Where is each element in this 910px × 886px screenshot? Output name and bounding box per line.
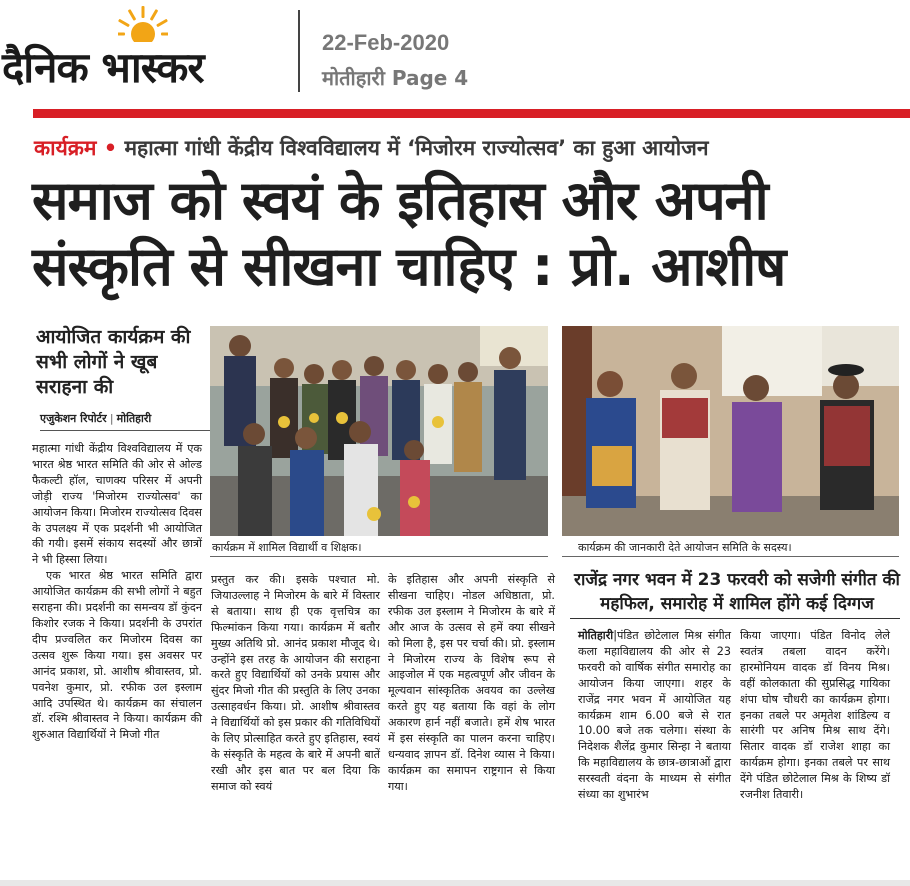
masthead-red-bar: [33, 109, 910, 118]
byline-separator: |: [109, 412, 114, 425]
page-bottom-strip: [0, 880, 910, 886]
story1-column-2: [211, 572, 380, 795]
story2-column-2: [740, 628, 890, 803]
photo-committee-illustration: [562, 326, 899, 536]
story1-paragraph: एक भारत श्रेष्ठ भारत समिति द्वारा आयोजित कार्यक्रम की सभी लोगों ने बहुत सराहना की। प्रदर्शनी का समन्वय डॉ कुंदन किशोर रजक ने किया। प्रदर्शनी के उपरांत दीप प्रज्वलित कर मिजोरम दिवस का उत्सव शुरू किया गया। इस अवसर पर आनंद प्रकाश, प्रो. आशीष श्रीवास्तव, प्रो. पवनेश कुमार, प्रो. रफीक उल इस्लाम आदि उपस्थित थे। कार्यक्रम का संचालन डॉ. रश्मि श्रीवास्तव ने किया। कार्यक्रम की शुरुआत विद्यार्थियों ने मिजो गीत: [32, 569, 202, 742]
caption-rule: [210, 556, 548, 557]
kicker-dot: •: [103, 136, 118, 160]
photo2-caption: कार्यक्रम की जानकारी देते आयोजन समिति के सदस्य।: [578, 541, 792, 554]
photo-organizing-committee: [562, 326, 899, 536]
photo1-caption: कार्यक्रम में शामिल विद्यार्थी व शिक्षक।: [212, 541, 362, 554]
story1-column-3: [388, 572, 555, 795]
masthead-divider: [298, 10, 300, 92]
story2-paragraph: किया जाएगा। पंडित विनोद लेले स्वतंत्र तबला वादन करेंगे। हारमोनियम वादक डॉ विनय मिश्र। वहीं कोलकाता की सुप्रसिद्ध गायिका शंपा घोष चौधरी का कार्यक्रम होगा। इनका तबले पर अमृतेश शांडिल्य व सारंगी पर अनिष मिश्र साथ देंगे। सितार वादक डॉ राजेश शाहा का कार्यक्रम होगा। इनका तबले पर साथ देंगे पंडित छोटेलाल मिश्र के शिष्य डॉ रजनीश तिवारी।: [740, 629, 890, 802]
headline-line-2: संस्कृति से सीखना चाहिए : प्रो. आशीष: [32, 235, 786, 298]
edition-date: 22-Feb-2020: [322, 30, 450, 55]
story2-paragraph: पंडित छोटेलाल मिश्र संगीत कला महाविद्यालय की ओर से 23 फरवरी को वार्षिक संगीत समारोह का आयोजन किया जाएगा। शहर के राजेंद्र नगर भवन में आयोजित यह कार्यक्रम शाम 6.00 बजे से रात 10.00 बजे तक चलेगा। संस्था के निदेशक शैलेंद्र कुमार सिन्हा ने बताया कि महाविद्यालय के छात्र-छात्राओं द्वारा सरस्वती वंदना के माध्यम से संगीत संध्या का शुभारंभ: [578, 629, 731, 802]
headline-line-1: समाज को स्वयं के इतिहास और अपनी: [32, 169, 768, 232]
photo-students-illustration: [210, 326, 548, 536]
caption-rule: [562, 556, 899, 557]
story2-rule: [570, 618, 900, 619]
kicker-label: कार्यक्रम: [34, 136, 97, 160]
story1-paragraph: प्रस्तुत कर की। इसके पश्चात मो. जियाउल्लाह ने मिजोरम के बारे में विस्तार से बताया। साथ ही एक वृत्तचित्र का फिल्मांकन किया गया। कार्यक्रम में बतौर मुख्य अतिथि प्रो. आनंद प्रकाश मौजूद थे। उन्होंने इस तरह के आयोजन की सराहना करते हुए विद्यार्थियों को उनके प्रयास और सुंदर मिजो गीत की प्रस्तुति के लिए उनका उत्साहवर्धन किया। प्रो. आशीष श्रीवास्तव ने विद्यार्थियों को इस प्रकार की गतिविधियों के लिए प्रोत्साहित करते हुए इतिहास, स्वयं के संस्कृति के महत्व के बारे में अपनी बातें रखी और इस बात पर बल दिया कि समाज को स्वयं: [211, 573, 380, 793]
masthead: [0, 0, 910, 118]
main-headline: [32, 168, 892, 300]
story2-headline: राजेंद्र नगर भवन में 23 फरवरी को सजेगी संगीत की महफिल, समारोह में शामिल होंगे कई दिग्गज: [574, 570, 900, 614]
photo-students-teachers: [210, 326, 548, 536]
byline: [40, 411, 210, 431]
byline-author: एजुकेशन रिपोर्टर: [40, 412, 107, 425]
byline-place: मोतिहारी: [116, 412, 152, 425]
edition-page: मोतीहारी Page 4: [322, 66, 469, 90]
story2-dateline: मोतिहारी: [578, 629, 614, 642]
story-kicker: [34, 134, 709, 162]
story2-column-1: मोतिहारी|पंडित छोटेलाल मिश्र संगीत कला महाविद्यालय की ओर से 23 फरवरी को वार्षिक संगीत समारोह का आयोजन किया जाएगा। शहर के राजेंद्र नगर भवन में आयोजित यह कार्यक्रम शाम 6.00 बजे से रात 10.00 बजे तक चलेगा। संस्था के निदेशक शैलेंद्र कुमार सिन्हा ने बताया कि महाविद्यालय के छात्र-छात्राओं द्वारा सरस्वती वंदना के माध्यम से संगीत संध्या का शुभारंभ: [578, 629, 731, 802]
kicker-text: महात्मा गांधी केंद्रीय विश्वविद्यालय में ‘मिजोरम राज्योत्सव’ का हुआ आयोजन: [124, 136, 709, 160]
story1-paragraph: के इतिहास और अपनी संस्कृति से सीखना चाहिए। नोडल अधिष्ठाता, प्रो. रफीक उल इस्लाम ने मिजोरम के बारे में और आज के उत्सव से हमें क्या सीखने को मिला है, इस पर चर्चा की। प्रो. इस्लाम ने मिजोरम राज्य के विशेष रूप से आइजोल में एक महत्वपूर्ण और जीवन के मूल्यवान सांस्कृतिक अवयव का उल्लेख करते हुए यह बताया कि वहां के लोग अकारण हार्न नहीं बजाते। हमें शेष भारत में इस संस्कृति का पालन करना चाहिए। धन्यवाद ज्ञापन डॉ. दिनेश व्यास ने किया। कार्यक्रम का समापन राष्ट्रगान से किया गया।: [388, 573, 555, 793]
story1-paragraph: महात्मा गांधी केंद्रीय विश्वविद्यालय में एक भारत श्रेष्ठ भारत समिति की ओर से ओल्ड फैकल्टी हॉल, चाणक्य परिसर में अपनी जोड़ी राज्य 'मिजोरम राज्योत्सव' का आयोजन किया। मिजोरम राज्योत्सव दिवस के उपलक्ष्य में एक प्रदर्शनी भी आयोजित की गयी। इसमें संकाय सदस्यों और छात्रों ने भी हिस्सा लिया।: [32, 442, 202, 567]
story-subhead: आयोजित कार्यक्रम की सभी लोगों ने खूब सराहना की: [36, 326, 191, 398]
newspaper-logo: दैनिक भास्कर: [2, 43, 204, 92]
story1-column-1: [32, 441, 202, 743]
